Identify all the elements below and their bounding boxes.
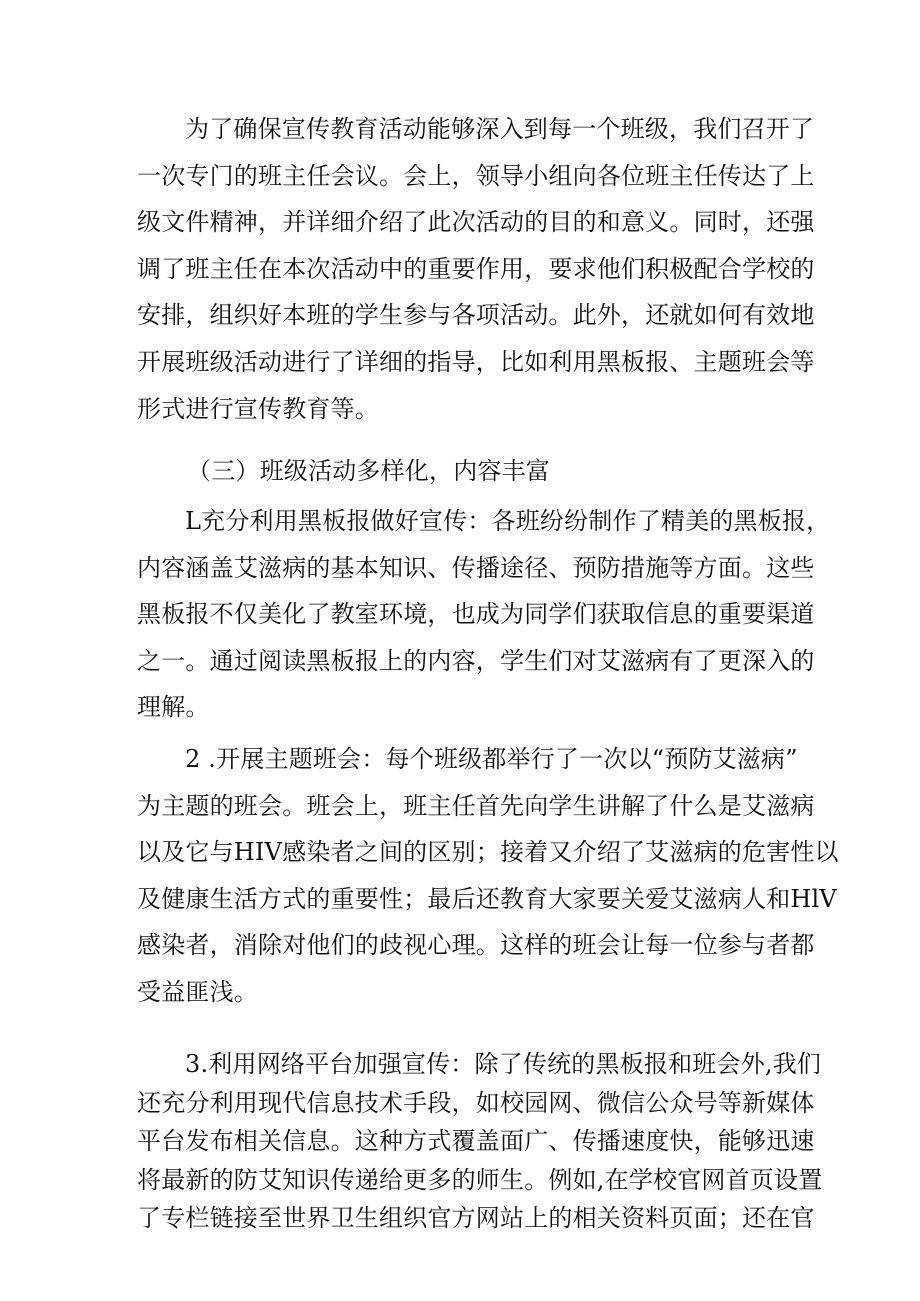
paragraph-line: 为了确保宣传教育活动能够深入到每一个班级，我们召开了 — [185, 115, 815, 143]
paragraph-line: 还充分利用现代信息技术手段，如校园网、微信公众号等新媒体 — [137, 1088, 815, 1117]
paragraph-line: 了专栏链接至世界卫生组织官方网站上的相关资料页面；还在官 — [137, 1204, 815, 1232]
paragraph-line: 一次专门的班主任会议。会上，领导小组向各位班主任传达了上 — [137, 161, 815, 190]
paragraph-line: 开展班级活动进行了详细的指导，比如利用黑板报、主题班会等 — [137, 347, 815, 376]
paragraph-network-platform — [137, 1045, 823, 1238]
paragraph-line: 将最新的防艾知识传递给更多的师生。例如,在学校官网首页设置 — [137, 1165, 823, 1194]
paragraph-theme-class-meeting — [137, 736, 839, 1016]
paragraph-line: 调了班主任在本次活动中的重要作用，要求他们积极配合学校的 — [137, 254, 815, 283]
paragraph-line: 黑板报不仅美化了教室环境，也成为同学们获取信息的重要渠道 — [137, 600, 815, 629]
paragraph-line: 形式进行宣传教育等。 — [137, 394, 379, 423]
paragraph-line: 内容涵盖艾滋病的基本知识、传播途径、预防措施等方面。这些 — [137, 553, 815, 582]
paragraph-blackboard-newspaper — [137, 498, 831, 731]
paragraph-line: 平台发布相关信息。这种方式覆盖面广、传播速度快，能够迅速 — [137, 1127, 815, 1155]
paragraph-line: 之一。通过阅读黑板报上的内容，学生们对艾滋病有了更深入的 — [137, 646, 815, 675]
paragraph-class-teacher-meeting — [137, 106, 815, 432]
paragraph-line: 及健康生活方式的重要性；最后还教育大家要关爱艾滋病人和HlV — [137, 884, 837, 913]
paragraph-line: L充分利用黑板报做好宣传：各班纷纷制作了精美的黑板报， — [185, 507, 831, 535]
paragraph-line: 2 .开展主题班会：每个班级都举行了一次以“预防艾滋病” — [185, 745, 798, 773]
paragraph-line: 安排，组织好本班的学生参与各项活动。此外，还就如何有效地 — [137, 301, 815, 330]
paragraph-line: 3.利用网络平台加强宣传：除了传统的黑板报和班会外,我们 — [185, 1050, 822, 1078]
paragraph-line: 级文件精神，并详细介绍了此次活动的目的和意义。同时，还强 — [137, 208, 815, 237]
paragraph-line: 以及它与HIV感染者之间的区别；接着又介绍了艾滋病的危害性以 — [137, 838, 839, 867]
paragraph-line: 受益匪浅。 — [137, 977, 258, 1006]
section-heading: （三）班级活动多样化，内容丰富 — [187, 457, 550, 485]
paragraph-line: 理解。 — [137, 693, 210, 722]
paragraph-line: 感染者，消除对他们的歧视心理。这样的班会让每一位参与者都 — [137, 931, 815, 960]
paragraph-line: 为主题的班会。班会上，班主任首先向学生讲解了什么是艾滋病 — [137, 791, 815, 820]
